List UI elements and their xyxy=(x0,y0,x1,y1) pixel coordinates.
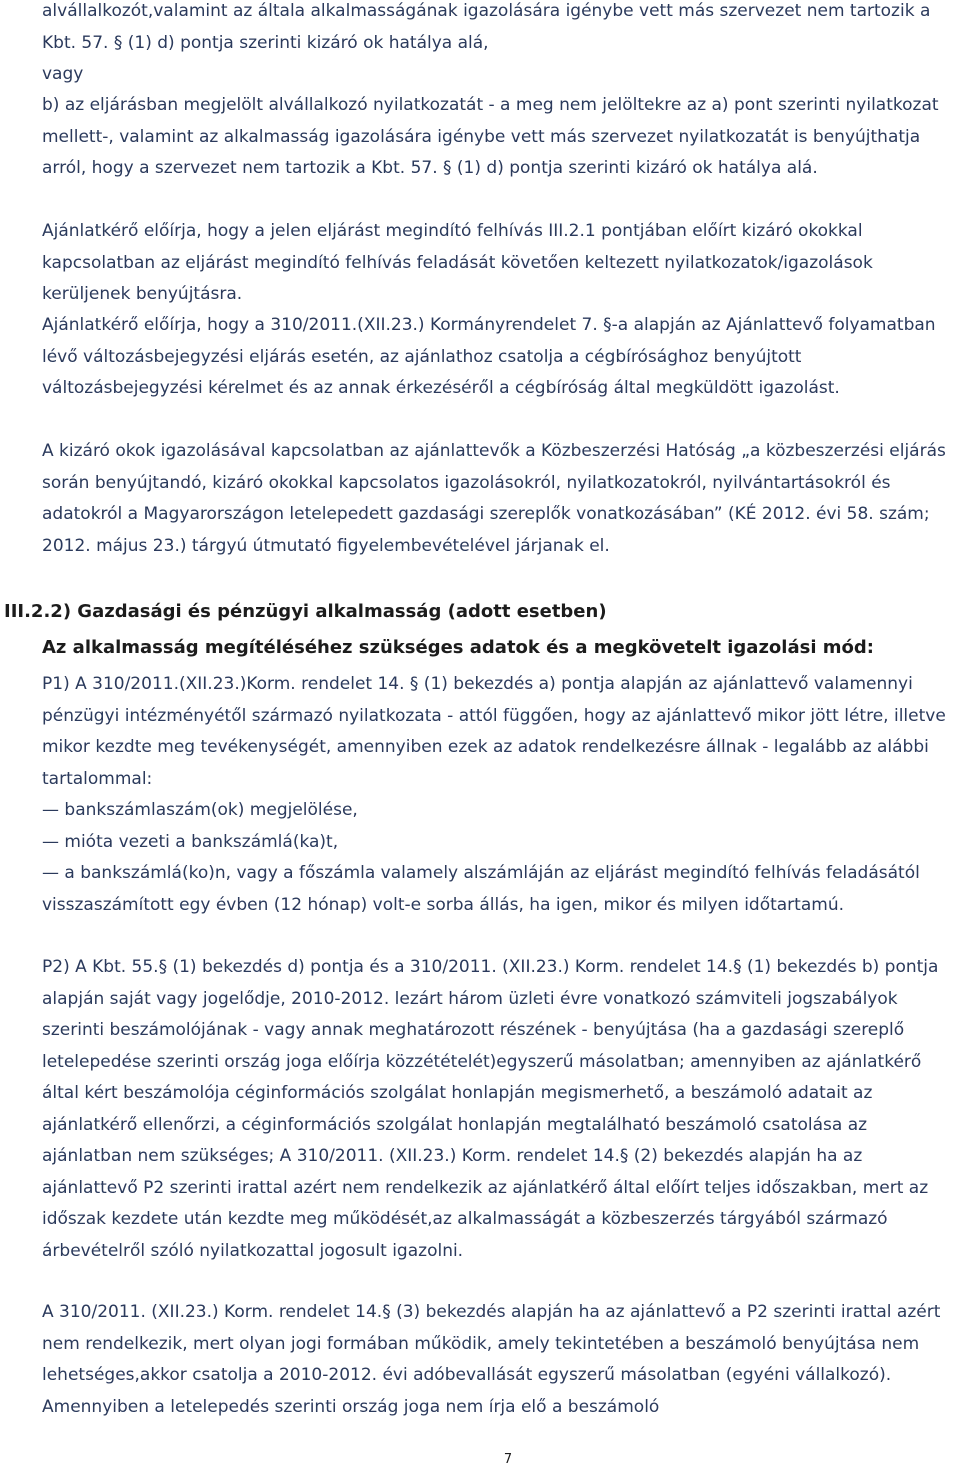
section-subheading: Az alkalmasság megítéléséhez szükséges adatok és a megkövetelt igazolási mód: xyxy=(42,637,874,658)
requirement-p1-intro: P1) A 310/2011.(XII.23.)Korm. rendelet 14. § (1) bekezdés a) pontja alapján az ajánlattevő valamennyi pénzügyi intézményétől származó nyilatkozata - attól függően, hogy az ajánlattevő mikor jött létre, illetve mikor kezdte meg tevékenységét, amennyiben ezek az adatok rendelkezésre állnak - legalább az alábbi tartalommal: xyxy=(42,674,946,789)
list-item: — mióta vezeti a bankszámlá(ka)t, xyxy=(42,831,339,852)
requirement-p2-continued: A 310/2011. (XII.23.) Korm. rendelet 14.§ (3) bekezdés alapján ha az ajánlattevő a P2 szerinti irattal azért nem rendelkezik, mert olyan jogi formában működik, amely tekintetében a beszámoló benyújtása nem lehetséges,akkor csatolja a 2010-2012. évi adóbevallását egyszerű másolatban (egyéni vállalkozó). Amennyiben a letelepedés szerinti ország joga nem írja elő a beszámoló xyxy=(42,1302,941,1417)
page-number: 7 xyxy=(503,1452,513,1467)
paragraph-change-registration: Ajánlatkérő előírja, hogy a 310/2011.(XII.23.) Kormányrendelet 7. §-a alapján az Ajánlattevő folyamatban lévő változásbejegyzési eljárás esetén, az ajánlathoz csatolja a cégbírósághoz benyújtott változásbejegyzési kérelmet és az annak érkezéséről a cégbíróság által megküldött igazolást. xyxy=(42,315,936,398)
list-item: — a bankszámlá(ko)n, vagy a főszámla valamely alszámláján az eljárást megindító felhívás feladásától visszaszámított egy évben (12 hónap) volt-e sorba állás, ha igen, mikor és milyen időtartamú. xyxy=(42,863,920,915)
requirement-p1 xyxy=(42,669,954,921)
paragraph-certificates-dated: Ajánlatkérő előírja, hogy a jelen eljárást megindító felhívás III.2.1 pontjában előírt kizáró okokkal kapcsolatban az eljárást megindító felhívás feladását követően keltezett nyilatkozatok/igazolások kerüljenek benyújtásra. xyxy=(42,221,873,304)
paragraph-or: vagy xyxy=(42,64,84,84)
requirement-p2: P2) A Kbt. 55.§ (1) bekezdés d) pontja és a 310/2011. (XII.23.) Korm. rendelet 14.§ (1) bekezdés b) pontja alapján saját vagy jogelődje, 2010-2012. lezárt három üzleti évre vonatkozó számviteli jogszabályok szerinti beszámolójának - vagy annak meghatározott részének - benyújtása (ha a gazdasági szereplő letelepedése szerinti ország joga előírja közzétételét)egyszerű másolatban; amennyiben az ajánlatkérő által kért beszámolója céginformációs szolgálat honlapján megismerhető, a beszámoló adatait az ajánlatkérő ellenőrzi, a céginformációs szolgálat honlapján megtalálható beszámoló csatolása az ajánlatban nem szükséges; A 310/2011. (XII.23.) Korm. rendelet 14.§ (2) bekezdés alapján ha az ajánlattevő P2 szerinti irattal azért nem rendelkezik az ajánlatkérő által előírt teljes időszakban, mert az időszak kezdete után kezdte meg működését,az alkalmasságát a közbeszerzés tárgyából származó árbevételről szóló nyilatkozattal jogosult igazolni. xyxy=(42,957,939,1261)
list-item: — bankszámlaszám(ok) megjelölése, xyxy=(42,800,358,820)
paragraph-subcontractor-exclusion: alvállalkozót,valamint az általa alkalmasságának igazolására igénybe vett más szervezet nem tartozik a Kbt. 57. § (1) d) pontja szerinti kizáró ok hatálya alá, xyxy=(42,1,931,53)
paragraph-option-b: b) az eljárásban megjelölt alvállalkozó nyilatkozatát - a meg nem jelöltekre az a) pont szerinti nyilatkozat mellett-, valamint az alkalmasság igazolására igénybe vett más szervezet nyilatkozatát is benyújthatja arról, hogy a szervezet nem tartozik a Kbt. 57. § (1) d) pontja szerinti kizáró ok hatálya alá. xyxy=(42,95,939,178)
paragraph-authority-guidance: A kizáró okok igazolásával kapcsolatban az ajánlattevők a Közbeszerzési Hatóság „a közbeszerzési eljárás során benyújtandó, kizáró okokkal kapcsolatos igazolásokról, nyilatkozatokról, nyilvántartásokról és adatokról a Magyarországon letelepedett gazdasági szereplők vonatkozásában” (KÉ 2012. évi 58. szám; 2012. május 23.) tárgyú útmutató figyelembevételével járjanak el. xyxy=(42,441,946,556)
section-heading: III.2.2) Gazdasági és pénzügyi alkalmasság (adott esetben) xyxy=(4,601,607,622)
